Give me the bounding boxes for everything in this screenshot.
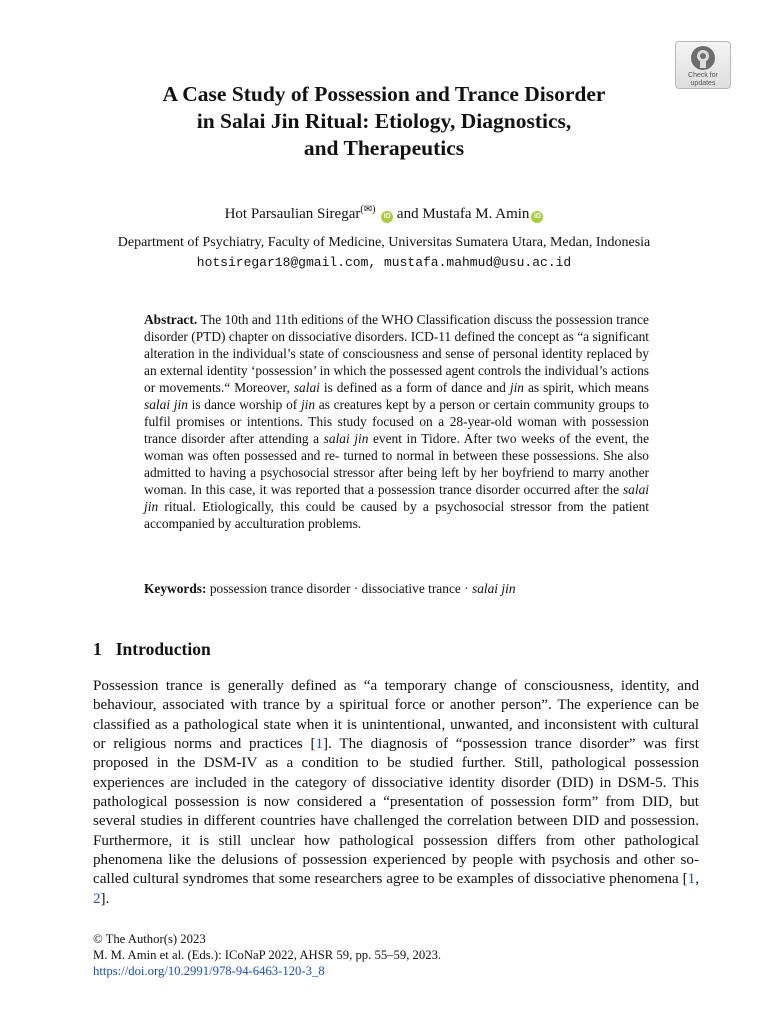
author-separator: and <box>396 206 419 222</box>
author-emails[interactable]: hotsiregar18@gmail.com, mustafa.mahmud@usu.ac.id <box>196 255 572 270</box>
section-title: Introduction <box>115 639 211 659</box>
footer <box>93 931 699 979</box>
abstract-emphasis: salai jin <box>323 431 369 446</box>
title-line-2: in Salai Jin Ritual: Etiology, Diagnostics, <box>196 109 572 133</box>
keywords-label: Keywords: <box>144 581 207 596</box>
affiliation: Department of Psychiatry, Faculty of Medicine, Universitas Sumatera Utara, Medan, Indonesia <box>117 235 651 250</box>
intro-text: ]. <box>100 890 110 907</box>
abstract-text: is dance worship of <box>187 397 301 412</box>
abstract-text: The 10th and 11th editions of the WHO Classification discuss the possession trance disorder (PTD) chapter on dissociative disorders. ICD-11 defined the concept as “a significant alteration in the individual’s state of consciousness and sense of personal identity replaced by an external identity ‘possession’ in which the possessed agent controls the individual’s actions or movements.“ Moreover, <box>144 312 649 395</box>
citation-link[interactable]: 1 <box>315 736 324 753</box>
intro-text: Possession trance is generally defined as “a temporary change of consciousness, identity, and behaviour, associated with trance by a spiritual force or another person”. The experience can be classified as a pathological state when it is unintentional, unwanted, and inconsistent with cultural or religious norms and practices [ <box>93 678 699 753</box>
abstract-emphasis: jin <box>509 380 524 395</box>
abstract-emphasis: jin <box>300 397 316 412</box>
abstract-text: ritual. Etiologically, this could be caused by a psychosocial stressor from the patient accompanied by acculturation problems. <box>144 499 649 531</box>
badge-line-2: updates <box>690 80 716 87</box>
check-for-updates-icon <box>690 45 716 71</box>
orcid-icon[interactable]: iD <box>381 211 393 223</box>
section-heading <box>93 638 211 660</box>
abstract-emphasis: salai jin <box>144 397 188 412</box>
intro-paragraph <box>93 677 699 909</box>
citation-link[interactable]: 2 <box>93 890 101 907</box>
copyright: © The Author(s) 2023 <box>93 932 206 946</box>
abstract-text: as creatures kept by a person or certain community groups to fulfil promises or intentions. This study focused on a 28-year-old woman with possession trance disorder after attending a <box>144 397 649 446</box>
keywords-emphasis: salai jin <box>471 581 516 596</box>
intro-text: ]. The diagnosis of “possession trance disorder” was first proposed in the DSM-IV as a condition to be studied further. Still, pathological possession experiences are included in the category of dissociative identity disorder (DID) in DSM-5. This pathological possession is now considered a “presentation of possession form” from DID, but several studies in different countries have challenged the correlation between DID and possession. Furthermore, it is still unclear how pathological possession differs from other pathological phenomena like the delusions of possession experienced by people with psychosis and other so-called cultural syndromes that some researchers agree to be examples of dissociative phenomena [ <box>93 736 699 888</box>
orcid-icon[interactable]: iD <box>531 211 543 223</box>
abstract-text: is defined as a form of dance and <box>319 380 510 395</box>
abstract-label: Abstract. <box>144 312 198 327</box>
title-line-1: A Case Study of Possession and Trance Disorder <box>162 82 606 106</box>
corresponding-author-mark[interactable]: (✉) <box>360 204 376 215</box>
author-2-name: Mustafa M. Amin <box>422 206 530 222</box>
intro-text: , <box>695 871 699 888</box>
author-list <box>60 201 708 223</box>
abstract-emphasis: salai jin <box>144 482 649 514</box>
abstract-text: as spirit, which means <box>523 380 649 395</box>
keywords <box>144 580 649 597</box>
abstract-emphasis: salai <box>293 380 320 395</box>
title-line-3: and Therapeutics <box>303 136 465 160</box>
paper-title <box>60 81 708 162</box>
badge-line-1: Check for <box>688 72 718 79</box>
author-1-name: Hot Parsaulian Siregar <box>224 206 361 222</box>
doi-link[interactable]: https://doi.org/10.2991/978-94-6463-120-3_8 <box>93 964 325 978</box>
citation-info: M. M. Amin et al. (Eds.): ICoNaP 2022, AHSR 59, pp. 55–59, 2023. <box>93 948 442 962</box>
abstract-text: event in Tidore. After two weeks of the event, the woman was often possessed and re- turned to normal in between these possessions. She also admitted to having a psychosocial stressor after being left by her boyfriend to marry another woman. In this case, it was reported that a possession trance disorder occurred after the <box>144 431 650 497</box>
section-number: 1 <box>93 639 102 659</box>
keywords-text: possession trance disorder · dissociative trance · <box>206 581 472 596</box>
abstract <box>144 311 649 532</box>
citation-link[interactable]: 1 <box>687 871 696 888</box>
